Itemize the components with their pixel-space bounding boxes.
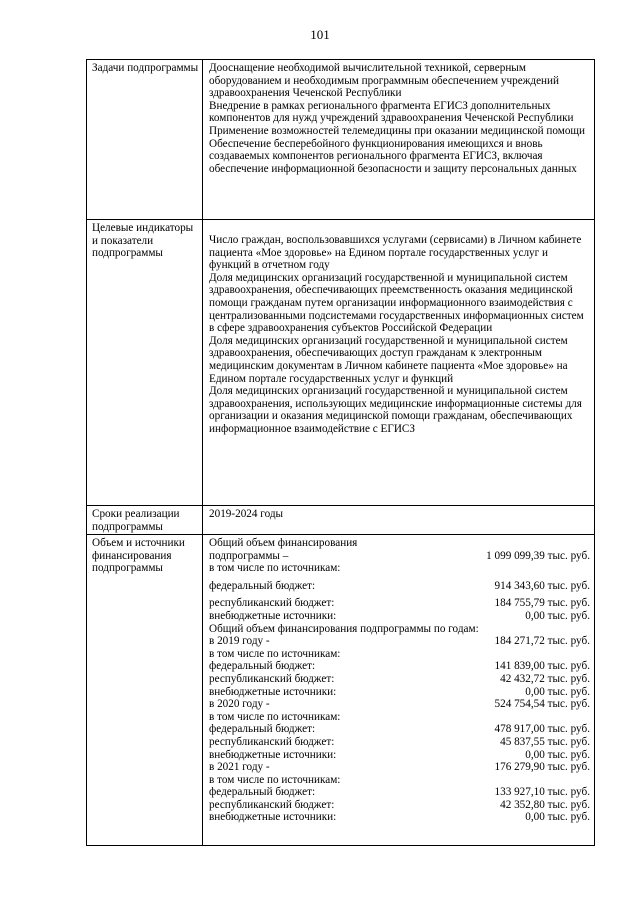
year-republic-line <box>209 799 590 812</box>
year-label: в 2021 году - <box>209 761 270 774</box>
funding-by-source: в том числе по источникам: <box>209 562 341 575</box>
year-federal-value: 133 927,10 тыс. руб. <box>494 786 590 799</box>
year-federal-line <box>209 786 590 799</box>
year-total-line <box>209 635 590 648</box>
row-indicators-label: Целевые индикаторы и показатели подпрограммы <box>87 220 203 505</box>
year-total-line <box>209 698 590 711</box>
row-indicators <box>86 219 595 505</box>
year-total-line <box>209 761 590 774</box>
year-extra-value: 0,00 тыс. руб. <box>525 811 590 824</box>
year-republic-value: 42 432,72 тыс. руб. <box>500 672 590 685</box>
year-republic-line <box>209 673 590 686</box>
funding-republic-value: 184 755,79 тыс. руб. <box>494 597 590 610</box>
task-item: Обеспечение бесперебойного функционирования имеющихся и вновь создаваемых компонентов регионального фрагмента ЕГИСЗ, включая обеспечение информационной безопасности и защиту персональных данных <box>209 137 577 175</box>
funding-total-label: подпрограммы – <box>209 549 289 562</box>
year-extra-line <box>209 749 590 762</box>
year-extra-line <box>209 811 590 824</box>
funding-intro: Общий объем финансирования <box>209 537 358 549</box>
funding-federal-line <box>209 580 590 593</box>
funding-extra-value: 0,00 тыс. руб. <box>525 609 590 622</box>
year-extra-line <box>209 686 590 699</box>
year-federal-label: федеральный бюджет: <box>209 723 316 736</box>
year-extra-value: 0,00 тыс. руб. <box>525 685 590 698</box>
year-total-value: 524 754,54 тыс. руб. <box>494 698 590 711</box>
indicator-item: Доля медицинских организаций государственной и муниципальной систем здравоохранения, обеспечивающих преемственность оказания медицинской помощи гражданам путем организации информационного взаимодействия с централизованными подсистемами государственных информационных систем в сфере здравоохранения субъектов Российской Федерации <box>209 271 584 335</box>
year-federal-label: федеральный бюджет: <box>209 786 316 799</box>
funding-republic-line <box>209 597 590 610</box>
row-terms-value: 2019-2024 годы <box>209 508 284 520</box>
year-federal-line <box>209 723 590 736</box>
year-label: в 2020 году - <box>209 698 270 711</box>
funding-extra-label: внебюджетные источники: <box>209 609 337 622</box>
year-federal-label: федеральный бюджет: <box>209 660 316 673</box>
row-funding-label: Объем и источники финансирования подпрограммы <box>87 535 203 845</box>
page-number: 101 <box>310 27 330 42</box>
year-by-source: в том числе по источникам: <box>209 773 341 786</box>
indicator-item: Доля медицинских организаций государственной и муниципальной систем здравоохранения, использующих медицинские информационные системы для организации и оказания медицинской помощи гражданам, обеспечивающих информационное взаимодействие с ЕГИСЗ <box>209 385 582 435</box>
row-tasks-label: Задачи подпрограммы <box>87 60 203 219</box>
year-by-source: в том числе по источникам: <box>209 710 341 723</box>
task-item: Дооснащение необходимой вычислительной техникой, серверным оборудованием и необходимым программным обеспечением учреждений здравоохранения Чеченской Республики <box>209 62 560 100</box>
task-item: Применение возможностей телемедицины при оказании медицинской помощи <box>209 124 586 137</box>
funding-federal-value: 914 343,60 тыс. руб. <box>494 579 590 592</box>
row-terms-label: Сроки реализации подпрограммы <box>87 506 203 534</box>
funding-federal-label: федеральный бюджет: <box>209 579 316 592</box>
row-funding <box>86 534 595 846</box>
row-tasks <box>86 59 595 219</box>
year-label: в 2019 году - <box>209 635 270 648</box>
funding-republic-label: республиканский бюджет: <box>209 597 335 610</box>
funding-by-years: Общий объем финансирования подпрограммы по годам: <box>209 622 479 635</box>
year-federal-value: 141 839,00 тыс. руб. <box>494 660 590 673</box>
year-by-source: в том числе по источникам: <box>209 647 341 660</box>
year-federal-line <box>209 660 590 673</box>
task-item: Внедрение в рамках регионального фрагмента ЕГИСЗ дополнительных компонентов для нужд учреждений здравоохранения Чеченской Республики <box>209 99 574 125</box>
year-republic-value: 42 352,80 тыс. руб. <box>500 798 590 811</box>
indicator-item: Число граждан, воспользовавшихся услугами (сервисами) в Личном кабинете пациента «Мое здоровье» на Едином портале государственных услуг и функций в отчетном году <box>209 234 582 272</box>
year-total-value: 184 271,72 тыс. руб. <box>494 635 590 648</box>
row-terms <box>86 505 595 534</box>
row-indicators-content <box>203 220 594 505</box>
year-extra-value: 0,00 тыс. руб. <box>525 748 590 761</box>
year-republic-label: республиканский бюджет: <box>209 798 335 811</box>
indicator-item: Доля медицинских организаций государственной и муниципальной систем здравоохранения, обеспечивающих доступ гражданам к электронным медицинским документам в Личном кабинете пациента «Мое здоровье» на Едином портале государственных услуг и функций <box>209 334 568 385</box>
year-extra-label: внебюджетные источники: <box>209 685 337 698</box>
year-republic-label: республиканский бюджет: <box>209 672 335 685</box>
year-extra-label: внебюджетные источники: <box>209 748 337 761</box>
year-republic-value: 45 837,55 тыс. руб. <box>500 735 590 748</box>
row-tasks-content <box>203 60 594 219</box>
year-republic-line <box>209 736 590 749</box>
passport-table <box>86 59 595 846</box>
year-republic-label: республиканский бюджет: <box>209 735 335 748</box>
year-extra-label: внебюджетные источники: <box>209 811 337 824</box>
funding-extra-line <box>209 610 590 623</box>
year-total-value: 176 279,90 тыс. руб. <box>494 761 590 774</box>
year-federal-value: 478 917,00 тыс. руб. <box>494 723 590 736</box>
row-funding-content <box>203 535 594 845</box>
funding-total-line <box>209 550 590 563</box>
funding-total-value: 1 099 099,39 тыс. руб. <box>486 549 590 562</box>
